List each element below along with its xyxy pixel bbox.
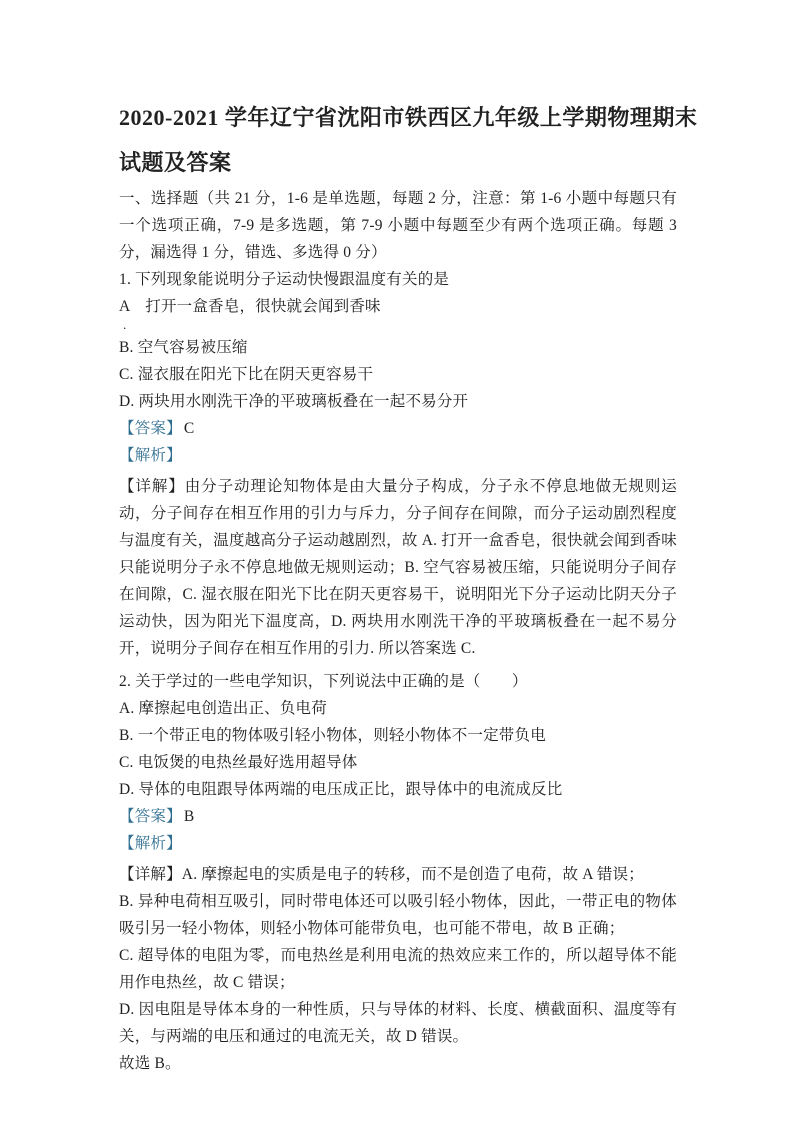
document-body bbox=[119, 185, 677, 1077]
document-title-line2: 试题及答案 bbox=[119, 150, 232, 175]
question-2-option-b: B. 一个带正电的物体吸引轻小物体，则轻小物体不一定带负电 bbox=[119, 727, 546, 744]
answer-label: 【答案】 bbox=[119, 420, 182, 437]
question-2-detail-a: 【详解】A. 摩擦起电的实质是电子的转移，而不是创造了电荷，故 A 错误； bbox=[119, 866, 644, 883]
question-2-conclusion: 故选 B。 bbox=[119, 1055, 181, 1072]
question-1-option-a: A 打开一盒香皂，很快就会闻到香味 bbox=[119, 298, 381, 315]
question-2-detail-d: D. 因电阻是导体本身的一种性质，只与导体的材料、长度、横截面积、温度等有关，与两端的电压和通过的电流无关，故 D 错误。 bbox=[119, 1001, 677, 1045]
question-1-option-c: C. 湿衣服在阳光下比在阴天更容易干 bbox=[119, 366, 374, 383]
answer-value: C bbox=[183, 420, 195, 437]
question-1-detail: 【详解】由分子动理论知物体是由大量分子构成，分子永不停息地做无规则运动，分子间存在相互作用的引力与斥力，分子间存在间隙，而分子运动剧烈程度与温度有关，温度越高分子运动越剧烈，故 A. 打开一盒香皂，很快就会闻到香味只能说明分子永不停息地做无规则运动；B. 空气容易被压缩，只能说明分子间存在间隙，C. 湿衣服在阳光下比在阴天更容易干，说明阳光下分子运动比阴天分子运动快，因为阳光下温度高，D. 两块用水刚洗干净的平玻璃板叠在一起不易分开，说明分子间存在相互作用的引力. 所以答案选 C. bbox=[119, 478, 677, 657]
question-2-option-d: D. 导体的电阻跟导体两端的电压成正比，跟导体中的电流成反比 bbox=[119, 781, 563, 798]
question-2-option-a: A. 摩擦起电创造出正、负电荷 bbox=[119, 700, 327, 717]
question-1-analysis-label: 【解析】 bbox=[119, 447, 182, 464]
question-2-detail-b: B. 异种电荷相互吸引，同时带电体还可以吸引轻小物体，因此，一带正电的物体吸引另一轻小物体，则轻小物体可能带负电，也可能不带电，故 B 正确； bbox=[119, 893, 677, 937]
question-2-option-c: C. 电饭煲的电热丝最好选用超导体 bbox=[119, 754, 358, 771]
question-1-option-d: D. 两块用水刚洗干净的平玻璃板叠在一起不易分开 bbox=[119, 393, 469, 410]
question-2-answer-row bbox=[119, 803, 677, 830]
section-intro: 一、选择题（共 21 分，1-6 是单选题，每题 2 分，注意：第 1-6 小题中每题只有一个选项正确，7-9 是多选题，第 7-9 小题中每题至少有两个选项正确。每题 3 分，漏选得 1 分，错选、多选得 0 分） bbox=[119, 190, 677, 261]
answer-value: B bbox=[183, 808, 195, 825]
question-1-option-b: B. 空气容易被压缩 bbox=[119, 339, 248, 356]
question-1-answer-row bbox=[119, 415, 677, 442]
question-2-stem: 2. 关于学过的一些电学知识，下列说法中正确的是（ ） bbox=[119, 673, 528, 690]
question-1-stem: 1. 下列现象能说明分子运动快慢跟温度有关的是 bbox=[119, 271, 450, 288]
answer-label: 【答案】 bbox=[119, 808, 182, 825]
stray-period-mark: . bbox=[123, 317, 127, 332]
question-2-detail-c: C. 超导体的电阻为零，而电热丝是利用电流的热效应来工作的，所以超导体不能用作电热丝，故 C 错误； bbox=[119, 947, 677, 991]
document-title-line1: 2020-2021 学年辽宁省沈阳市铁西区九年级上学期物理期末 bbox=[119, 105, 698, 130]
question-2-analysis-label: 【解析】 bbox=[119, 835, 182, 852]
